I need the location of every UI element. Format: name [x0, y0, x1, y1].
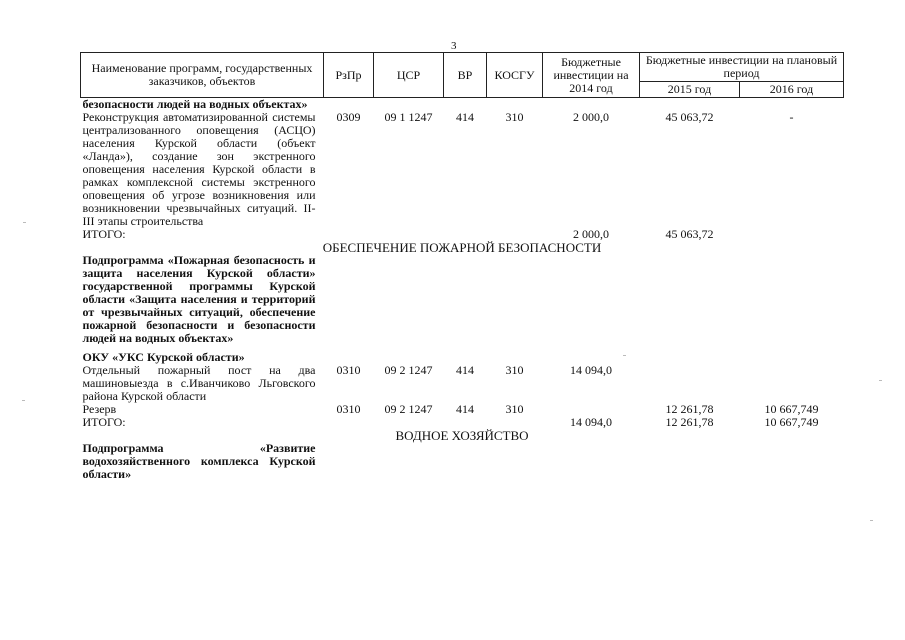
cell-name: безопасности людей на водных объектах»: [82, 97, 308, 111]
cell-budget-2014: 2 000,0: [573, 110, 609, 124]
cell-name: Подпрограмма «Развитие водохозяйственного комплекса Курской области»: [82, 441, 316, 481]
header-planned-period: Бюджетные инвестиции на плановый период: [640, 53, 844, 82]
header-name: Наименование программ, государственных заказчиков, объектов: [81, 53, 324, 98]
cell-csr: 09 2 1247: [384, 402, 433, 416]
cell-budget-2015: [640, 254, 740, 345]
scan-speck: [22, 400, 25, 401]
cell-name: Резерв: [82, 402, 117, 416]
cell-name: Отдельный пожарный пост на два машиновыезда в с.Иванчиково Льговского района Курской области: [82, 363, 316, 403]
cell-vr: 414: [456, 402, 474, 416]
table-row: [81, 111, 844, 228]
budget-investment-table: [80, 52, 844, 481]
cell-budget-2015: 12 261,78: [665, 415, 714, 429]
page-number: 3: [451, 40, 457, 52]
cell-rzpr: 0309: [336, 110, 361, 124]
cell-budget-2016: [740, 228, 844, 241]
cell-budget-2015: 45 063,72: [665, 110, 714, 124]
cell-kosgu: [487, 254, 543, 345]
cell-name: Реконструкция автоматизированной системы централизованного оповещения (АСЦО) населения Курской области (объект «Ланда»), создание зон экстренного оповещения населения Курской области в рамках комплексной системы экстренного оповещения об угрозе возникновения или возникновении чрезвычайных ситуаций. II-III этапы строительства: [82, 110, 316, 228]
cell-budget-2016: 10 667,749: [764, 415, 819, 429]
table-body: [81, 98, 844, 482]
cell-kosgu: [487, 98, 543, 112]
cell-vr: [444, 98, 487, 112]
cell-budget-2015: [640, 442, 740, 481]
cell-rzpr: [324, 442, 374, 481]
cell-budget-2016: [740, 351, 844, 364]
cell-rzpr: [324, 254, 374, 345]
cell-vr: 414: [456, 110, 474, 124]
table-row: [81, 403, 844, 416]
cell-csr: 09 1 1247: [384, 110, 433, 124]
cell-csr: [374, 254, 444, 345]
table-row: [81, 442, 844, 481]
header-vr: ВР: [444, 53, 487, 98]
header-csr: ЦСР: [374, 53, 444, 98]
cell-csr: [374, 98, 444, 112]
cell-name: ОКУ «УКС Курской области»: [82, 350, 245, 364]
cell-vr: [444, 254, 487, 345]
cell-kosgu: [487, 442, 543, 481]
header-kosgu: КОСГУ: [487, 53, 543, 98]
cell-vr: [444, 442, 487, 481]
cell-budget-2016: [740, 254, 844, 345]
cell-csr: [374, 442, 444, 481]
section-heading: ВОДНОЕ ХОЗЯЙСТВО: [395, 428, 529, 443]
cell-csr: 09 2 1247: [384, 363, 433, 377]
cell-budget-2014: 2 000,0: [573, 227, 609, 241]
cell-name: Подпрограмма «Пожарная безопасность и защита населения Курской области» государственной программы Курской области «Защита населения и территорий от чрезвычайных ситуаций, обеспечение пожарной безопасности и безопасности людей на водных объектах»: [82, 253, 316, 345]
cell-budget-2015: 45 063,72: [665, 227, 714, 241]
header-budget-2014: Бюджетные инвестиции на 2014 год: [543, 53, 640, 98]
scan-speck: [879, 380, 882, 381]
cell-budget-2016: [740, 98, 844, 112]
scan-speck: [23, 222, 26, 223]
cell-budget-2015: [640, 364, 740, 403]
scan-speck: [623, 355, 626, 356]
section-heading: ОБЕСПЕЧЕНИЕ ПОЖАРНОЙ БЕЗОПАСНОСТИ: [322, 240, 602, 255]
cell-rzpr: 0310: [336, 402, 361, 416]
cell-budget-2015: 12 261,78: [665, 402, 714, 416]
cell-budget-2014: 14 094,0: [570, 363, 612, 377]
cell-budget-2014: [543, 254, 640, 345]
cell-budget-2014: 14 094,0: [570, 415, 612, 429]
table-row: [81, 364, 844, 403]
cell-vr: 414: [456, 363, 474, 377]
cell-budget-2014: [543, 442, 640, 481]
cell-kosgu: 310: [505, 402, 524, 416]
cell-kosgu: 310: [505, 110, 524, 124]
cell-budget-2014: [543, 98, 640, 112]
cell-rzpr: [324, 416, 374, 429]
scan-speck: [870, 520, 873, 521]
cell-kosgu: 310: [505, 363, 524, 377]
cell-budget-2015: [640, 98, 740, 112]
cell-budget-2016: -: [789, 110, 794, 124]
cell-budget-2016: [740, 364, 844, 403]
cell-rzpr: [324, 98, 374, 112]
cell-name: ИТОГО:: [82, 227, 126, 241]
cell-budget-2016: [740, 442, 844, 481]
cell-budget-2016: 10 667,749: [764, 402, 819, 416]
header-2015: 2015 год: [640, 82, 740, 98]
cell-rzpr: 0310: [336, 363, 361, 377]
table-row: [81, 98, 844, 112]
header-rzpr: РзПр: [324, 53, 374, 98]
cell-budget-2015: [640, 351, 740, 364]
header-2016: 2016 год: [740, 82, 844, 98]
cell-name: ИТОГО:: [82, 415, 126, 429]
table-row: [81, 254, 844, 345]
